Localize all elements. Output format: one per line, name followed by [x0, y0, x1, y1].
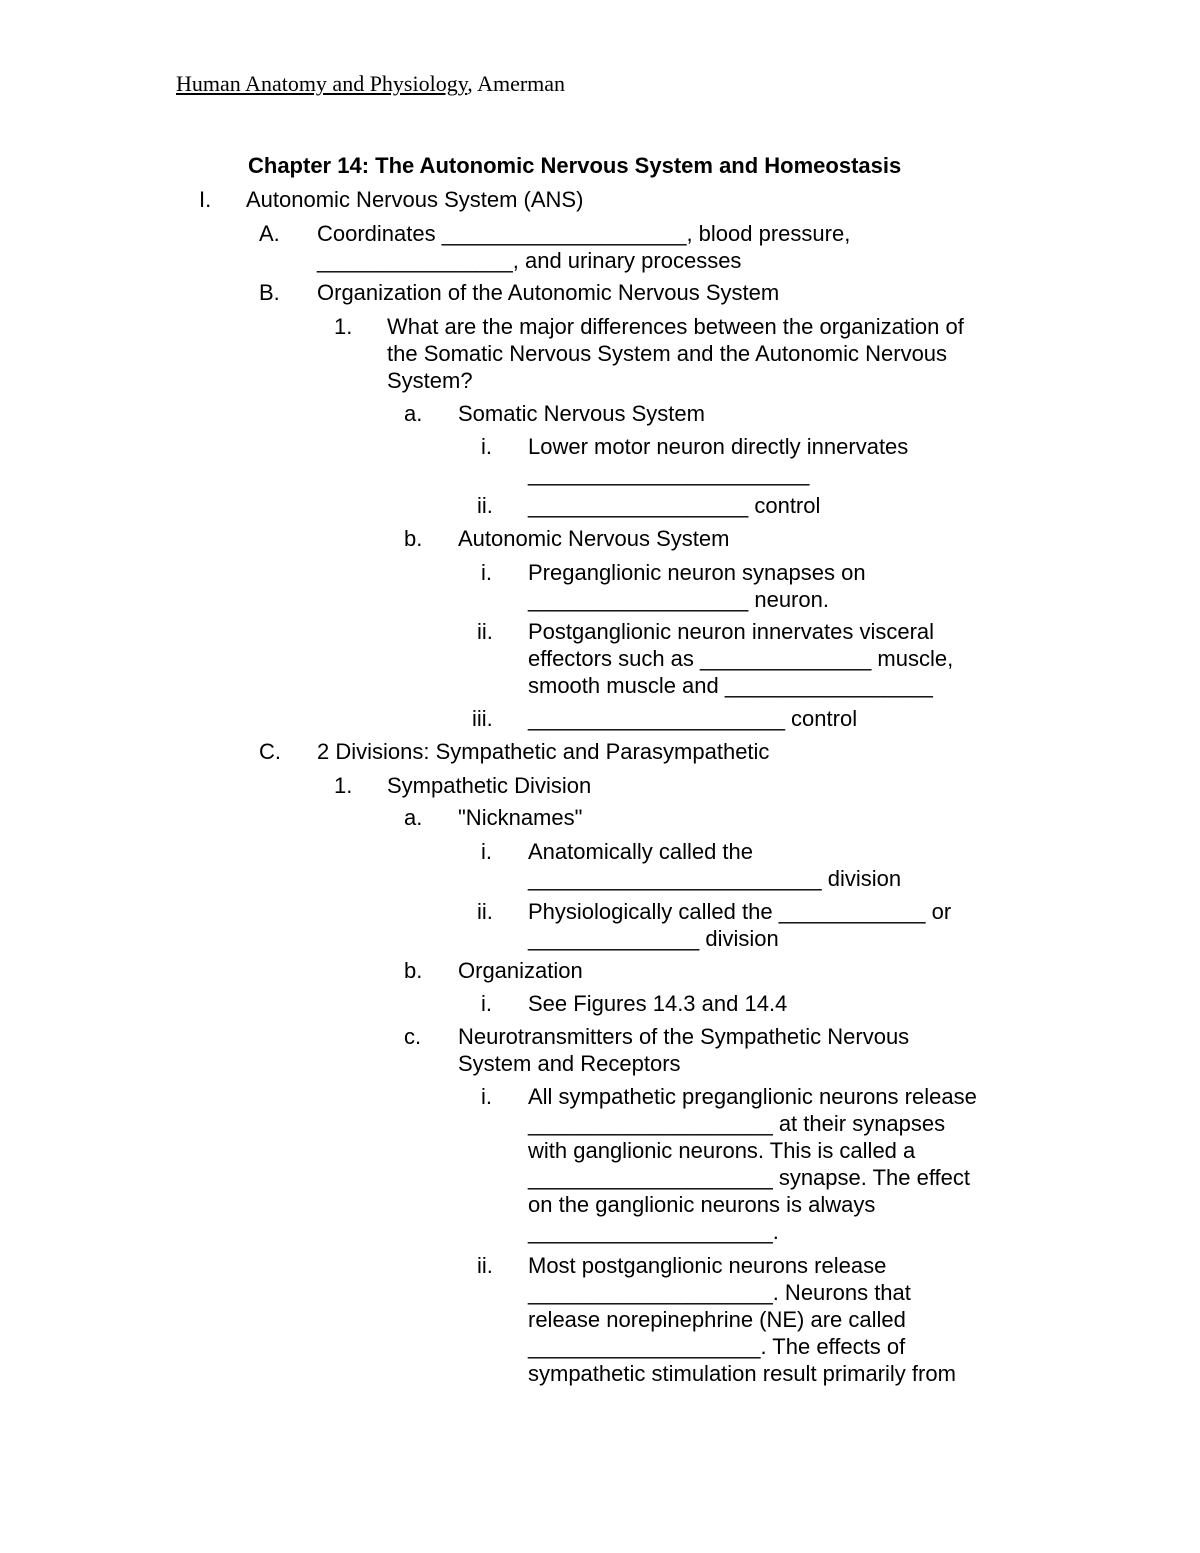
outline-label: C.	[259, 739, 281, 764]
outline-text-line: ___________________. The effects of	[528, 1334, 906, 1359]
outline-text-line: Autonomic Nervous System	[458, 526, 730, 551]
outline-text-line: Neurotransmitters of the Sympathetic Nervous	[458, 1024, 910, 1049]
outline-label: i.	[481, 839, 492, 864]
outline-label: I.	[199, 187, 212, 212]
outline-text-line: Lower motor neuron directly innervates	[528, 434, 909, 459]
author-name: , Amerman	[467, 71, 566, 96]
outline-text-line: Postganglionic neuron innervates visceral	[528, 619, 935, 644]
outline-text-line: sympathetic stimulation result primarily from	[528, 1361, 956, 1386]
outline-text-line: on the ganglionic neurons is always	[528, 1192, 876, 1217]
outline-label: i.	[481, 434, 492, 459]
outline-text-line: effectors such as ______________ muscle,	[528, 646, 954, 671]
document-header	[176, 71, 565, 97]
outline-text-line: _______________________	[528, 461, 810, 486]
outline-text-line: Coordinates ____________________, blood pressure,	[317, 221, 851, 246]
outline-label: i.	[481, 560, 492, 585]
outline-text-line: __________________ control	[528, 493, 821, 518]
outline-label: i.	[481, 991, 492, 1016]
outline-text-line: the Somatic Nervous System and the Autonomic Nervous	[387, 341, 948, 366]
outline-text-line: Autonomic Nervous System (ANS)	[246, 187, 584, 212]
outline-label: a.	[404, 805, 423, 830]
outline-label: ii.	[477, 899, 493, 924]
outline-text-line: Organization of the Autonomic Nervous System	[317, 280, 780, 305]
outline-label: 1.	[334, 773, 353, 798]
outline-text-line: ________________________ division	[528, 866, 902, 891]
outline-label: a.	[404, 401, 423, 426]
outline-text-line: What are the major differences between the organization of	[387, 314, 964, 339]
outline-label: b.	[404, 958, 423, 983]
outline-text-line: 2 Divisions: Sympathetic and Parasympathetic	[317, 739, 770, 764]
outline-text-line: Somatic Nervous System	[458, 401, 705, 426]
outline-label: i.	[481, 1084, 492, 1109]
outline-text-line: ______________ division	[528, 926, 779, 951]
outline-text-line: release norepinephrine (NE) are called	[528, 1307, 906, 1332]
outline-text-line: Organization	[458, 958, 583, 983]
outline-label: iii.	[472, 706, 493, 731]
outline-text-line: ____________________ synapse. The effect	[528, 1165, 971, 1190]
outline-text-line: Most postganglionic neurons release	[528, 1253, 887, 1278]
outline-label: ii.	[477, 493, 493, 518]
outline-text-line: See Figures 14.3 and 14.4	[528, 991, 788, 1016]
outline-label: ii.	[477, 619, 493, 644]
outline-text-line: Physiologically called the ____________ or	[528, 899, 952, 924]
book-title: Human Anatomy and Physiology	[176, 71, 468, 96]
outline-text-line: System?	[387, 368, 473, 393]
outline-label: 1.	[334, 314, 353, 339]
outline-text-line: Preganglionic neuron synapses on	[528, 560, 866, 585]
outline-text-line: All sympathetic preganglionic neurons release	[528, 1084, 977, 1109]
outline-text-line: Sympathetic Division	[387, 773, 592, 798]
outline-text-line: "Nicknames"	[458, 805, 583, 830]
outline-text-line: System and Receptors	[458, 1051, 681, 1076]
outline-text-line: ____________________. Neurons that	[528, 1280, 911, 1305]
outline-label: c.	[404, 1024, 422, 1049]
chapter-title: Chapter 14: The Autonomic Nervous System and Homeostasis	[248, 153, 902, 178]
outline-text-line: ____________________.	[528, 1219, 779, 1244]
outline-text-line: _____________________ control	[528, 706, 858, 731]
outline-label: b.	[404, 526, 423, 551]
outline-text-line: ________________, and urinary processes	[317, 248, 742, 273]
outline-text-line: with ganglionic neurons. This is called a	[528, 1138, 916, 1163]
outline-text-line: __________________ neuron.	[528, 587, 829, 612]
outline-label: A.	[259, 221, 280, 246]
outline-label: ii.	[477, 1253, 493, 1278]
outline-text-line: Anatomically called the	[528, 839, 754, 864]
outline-text-line: ____________________ at their synapses	[528, 1111, 946, 1136]
outline-text-line: smooth muscle and _________________	[528, 673, 933, 698]
outline-label: B.	[259, 280, 280, 305]
